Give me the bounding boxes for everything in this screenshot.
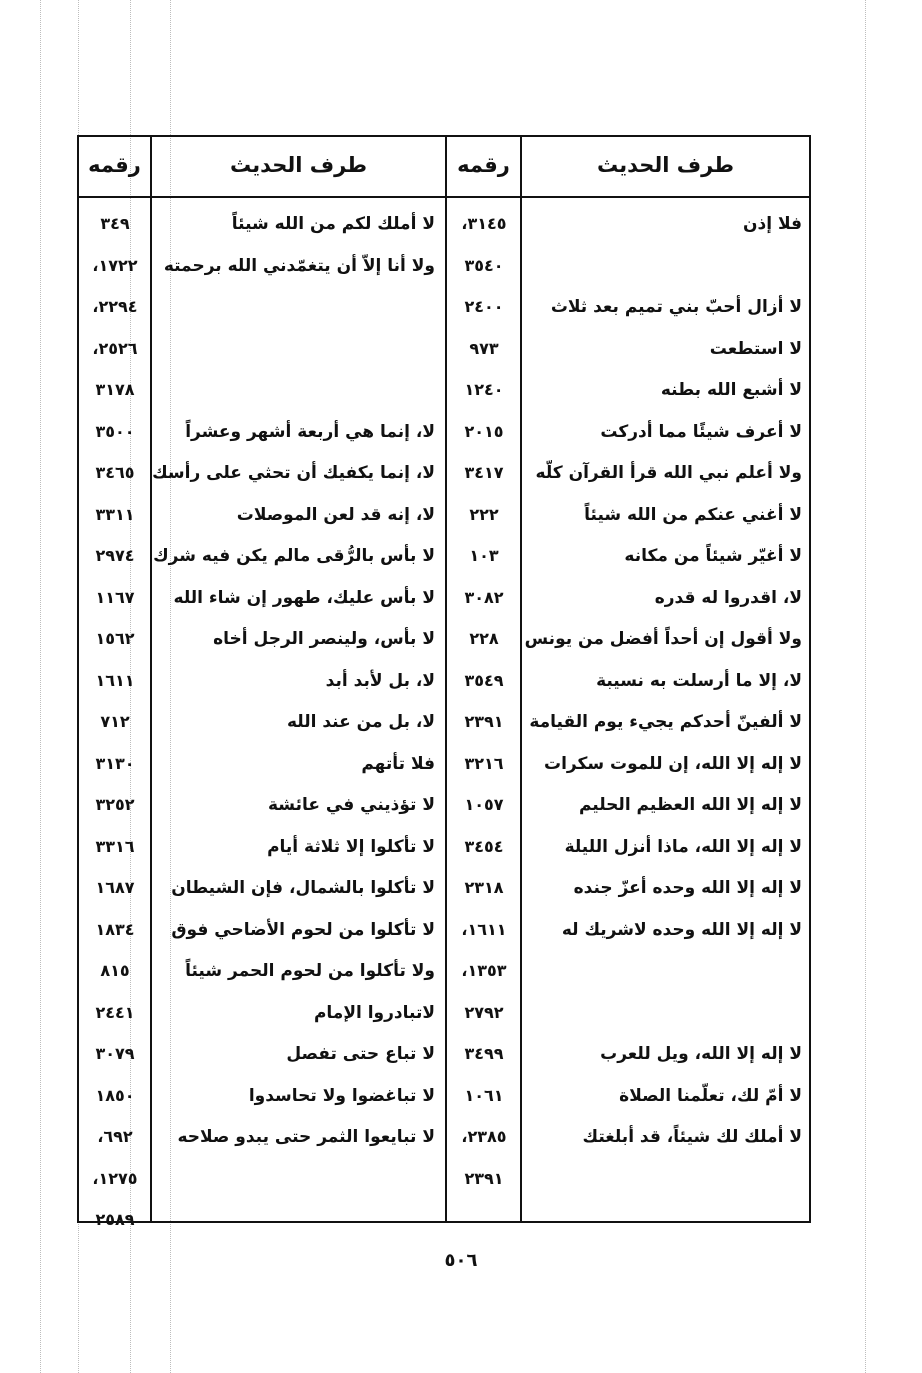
hadith-text: لا استطعت: [709, 338, 802, 359]
hadith-number: ٧١٢: [100, 712, 130, 731]
hadith-number: ٨١٥: [100, 961, 130, 980]
hadith-number: ٢٥٨٩: [95, 1210, 135, 1229]
hadith-text: لا أملك لك شيئاً، قد أبلغتك: [582, 1127, 802, 1147]
hadith-number: ٢٢٩٤،: [92, 297, 138, 316]
hadith-text: لا بأس عليك، طهور إن شاء الله: [173, 587, 435, 608]
scan-guide-line: [865, 0, 866, 1373]
hadith-text: لا أعرف شيئًا مما أدركت: [600, 421, 802, 442]
hadith-text: لا أغني عنكم من الله شيئاً: [584, 504, 802, 525]
hadith-number: ١١٦٧: [95, 587, 135, 607]
hadith-number: ٢٢٨: [469, 629, 499, 648]
hadith-number: ١٠٥٧: [464, 795, 504, 814]
hadith-text: لا أزال أحبّ بني تميم بعد ثلاث: [550, 297, 802, 317]
hadith-text: لا أشبع الله بطنه: [660, 380, 802, 400]
hadith-text: فلا إذن: [742, 214, 802, 234]
hadith-number: ٣٥٤٠: [464, 255, 504, 275]
hadith-text: ولا أقول إن أحداً أفضل من يونس: [524, 629, 802, 649]
hadith-text: لا تباع حتى تفصل: [286, 1044, 435, 1064]
hadith-number: ٢٧٩٢: [464, 1002, 504, 1022]
hadith-number: ١٥٦٢: [95, 629, 135, 648]
hadith-number: ١٧٢٢،: [92, 255, 138, 275]
hadith-number: ١٨٥٠: [95, 1085, 135, 1105]
hadith-text: لا تأكلوا إلا ثلاثة أيام: [267, 836, 435, 857]
hadith-number: ٣٠٨٢: [464, 587, 504, 607]
hadith-number: ٣٤٩: [100, 214, 130, 233]
hadith-number: ٢٤٤١: [95, 1002, 135, 1022]
hadith-number: ١٣٥٣،: [461, 961, 507, 980]
hadith-number: ٣٥٤٩: [464, 670, 504, 690]
hadith-text: فلا تأتهم: [361, 753, 435, 774]
hadith-number: ٣٠٧٩: [95, 1044, 135, 1063]
hadith-text: لا تبايعوا الثمر حتى يبدو صلاحه: [177, 1127, 435, 1147]
hadith-text: لا، إنه قد لعن الموصلات: [236, 504, 435, 525]
hadith-number: ١٦٨٧: [95, 878, 135, 897]
hadith-text: ولا أنا إلاّ أن يتغمّدني الله برحمته: [163, 255, 435, 276]
hadith-number: ٢٥٢٦،: [92, 338, 138, 358]
hadith-number: ٣١٧٨: [95, 380, 135, 399]
hadith-number: ٣٤٦٥: [95, 463, 135, 482]
header-left-text: طرف الحديث: [229, 153, 367, 177]
hadith-text: لا تؤذيني في عائشة: [267, 795, 435, 815]
column-divider: [520, 135, 522, 1223]
hadith-number: ١٠٦١: [464, 1085, 504, 1105]
hadith-number: ٢٣٩١: [464, 712, 504, 731]
hadith-text: لا ألفينّ أحدكم يجيء يوم القيامة: [529, 712, 802, 732]
hadith-text: لا إله إلا الله، ماذا أنزل الليلة: [564, 836, 802, 857]
hadith-text: لا، إلا ما أرسلت به نسيبة: [596, 670, 802, 691]
hadith-number: ٢٤٠٠: [464, 297, 504, 316]
hadith-text: لا بأس، ولينصر الرجل أخاه: [213, 629, 435, 649]
hadith-number: ٣١٣٠: [95, 753, 135, 773]
hadith-number: ٣٢١٦: [464, 753, 504, 773]
hadith-text: لا إله إلا الله، إن للموت سكرات: [544, 753, 802, 774]
hadith-number: ٣٤٩٩: [464, 1044, 504, 1063]
hadith-number: ١٦١١،: [461, 919, 507, 939]
hadith-text: لا، إنما هي أربعة أشهر وعشراً: [185, 421, 435, 442]
hadith-text: ولا تأكلوا من لحوم الحمر شيئاً: [185, 961, 435, 981]
hadith-text: لا إله إلا الله وحده أعزّ جنده: [573, 878, 802, 898]
hadith-number: ٣١٤٥،: [461, 214, 507, 233]
hadith-text: لا أغيّر شيئاً من مكانه: [624, 546, 802, 566]
hadith-number: ٦٩٢،: [97, 1127, 133, 1146]
hadith-text: لا، إنما يكفيك أن تحثي على رأسك: [152, 463, 435, 483]
hadith-number: ٣٢٥٢: [95, 795, 135, 814]
hadith-number: ٩٧٣: [469, 338, 499, 358]
hadith-number: ٢٣٨٥،: [461, 1127, 507, 1146]
hadith-text: لا، بل من عند الله: [286, 712, 435, 732]
hadith-text: لا أملك لكم من الله شيئاً: [231, 214, 435, 234]
header-left-num: رقمه: [88, 153, 141, 177]
hadith-number: ٢٢٢: [469, 504, 499, 524]
hadith-text: لا إله إلا الله العظيم الحليم: [578, 795, 802, 815]
hadith-number: ١٦١١: [95, 670, 135, 690]
hadith-number: ١٠٣: [469, 546, 499, 565]
hadith-text: ولا أعلم نبي الله قرأ القرآن كلّه: [535, 463, 802, 483]
header-right-num: رقمه: [457, 153, 510, 177]
hadith-number: ٣٣١١: [95, 504, 135, 524]
hadith-text: لا، اقدروا له قدره: [654, 587, 802, 608]
page-number: ٥٠٦: [444, 1250, 478, 1271]
hadith-number: ١٨٣٤: [95, 919, 135, 939]
hadith-text: لا تأكلوا بالشمال، فإن الشيطان: [171, 878, 435, 898]
hadith-number: ٢٣٩١: [464, 1168, 504, 1188]
hadith-number: ٣٤١٧: [464, 463, 504, 482]
scan-guide-line: [40, 0, 41, 1373]
hadith-number: ٢٣١٨: [464, 878, 504, 897]
header-right-text: طرف الحديث: [596, 153, 734, 177]
hadith-text: لا، بل لأبد أبد: [325, 670, 435, 691]
hadith-text: لا تباغضوا ولا تحاسدوا: [248, 1085, 435, 1106]
hadith-number: ٢٩٧٤: [95, 546, 135, 565]
hadith-text: لا بأس بالرُّقى مالم يكن فيه شرك: [153, 546, 435, 566]
hadith-number: ٣٥٠٠: [95, 421, 135, 441]
hadith-text: لاتبادروا الإمام: [313, 1002, 435, 1023]
hadith-text: لا إله إلا الله وحده لاشريك له: [561, 919, 802, 940]
hadith-number: ٢٠١٥: [464, 421, 504, 441]
hadith-text: لا إله إلا الله، ويل للعرب: [600, 1044, 802, 1064]
hadith-number: ١٢٤٠: [464, 380, 504, 399]
column-divider: [445, 135, 447, 1223]
header-divider: [77, 196, 811, 198]
column-divider: [150, 135, 152, 1223]
hadith-text: لا تأكلوا من لحوم الأضاحي فوق: [171, 919, 435, 940]
hadith-text: لا أمّ لك، تعلّمنا الصلاة: [619, 1085, 802, 1106]
hadith-number: ٣٤٥٤: [464, 836, 504, 856]
hadith-number: ١٢٧٥،: [92, 1168, 138, 1188]
hadith-number: ٣٣١٦: [95, 836, 135, 856]
